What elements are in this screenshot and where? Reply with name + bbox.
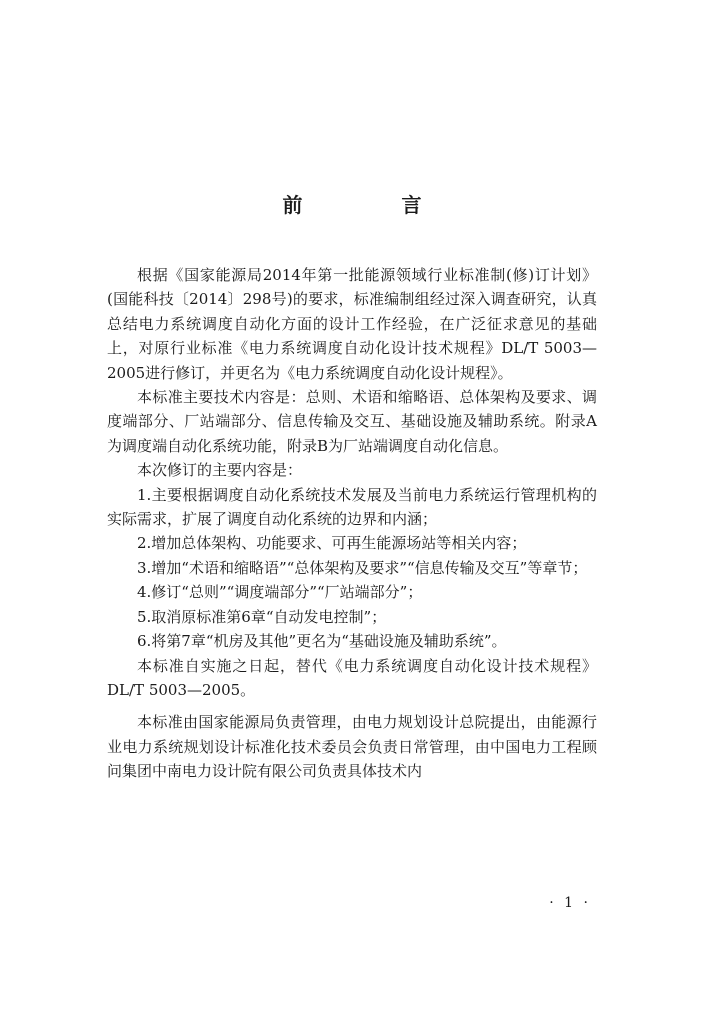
page-title: 前 言 xyxy=(282,193,468,217)
list-item-revision-4: 4.修订“总则”“调度端部分”“厂站端部分”； xyxy=(137,583,423,602)
list-item-revision-3: 3.增加“术语和缩略语”“总体架构及要求”“信息传输及交互”等章节； xyxy=(137,558,588,577)
paragraph-revision-intro: 本次修订的主要内容是： xyxy=(137,461,303,480)
page-number: · 1 · xyxy=(549,895,591,911)
list-item-revision-2: 2.增加总体架构、功能要求、可再生能源场站等相关内容； xyxy=(137,534,527,553)
body-text xyxy=(107,263,597,784)
list-item-revision-6: 6.将第7章“机房及其他”更名为“基础设施及辅助系统”。 xyxy=(137,632,507,651)
paragraph-basis: 根据《国家能源局2014年第一批能源领域行业标准制(修)订计划》(国能科技〔2014〕298号)的要求，标准编制组经过深入调查研究，认真总结电力系统调度自动化方面的设计工作经验，在广泛征求意见的基础上，对原行业标准《电力系统调度自动化设计技术规程》DL/T 5003—2005进行修订，并更名为《电力系统调度自动化设计规程》。 xyxy=(107,266,597,382)
list-item-revision-1: 1.主要根据调度自动化系统技术发展及当前电力系统运行管理机构的实际需求，扩展了调度自动化系统的边界和内涵； xyxy=(107,485,597,529)
paragraph-main-content: 本标准主要技术内容是：总则、术语和缩略语、总体架构及要求、调度端部分、厂站端部分、信息传输及交互、基础设施及辅助系统。附录A为调度端自动化系统功能，附录B为厂站端调度自动化信息。 xyxy=(107,388,597,455)
paragraph-management: 本标准由国家能源局负责管理，由电力规划设计总院提出，由能源行业电力系统规划设计标准化技术委员会负责日常管理，由中国电力工程顾问集团中南电力设计院有限公司负责具体技术内 xyxy=(107,713,597,781)
paragraph-replacement: 本标准自实施之日起，替代《电力系统调度自动化设计技术规程》DL/T 5003—2005。 xyxy=(107,656,597,699)
list-item-revision-5: 5.取消原标准第6章“自动发电控制”； xyxy=(137,607,387,626)
